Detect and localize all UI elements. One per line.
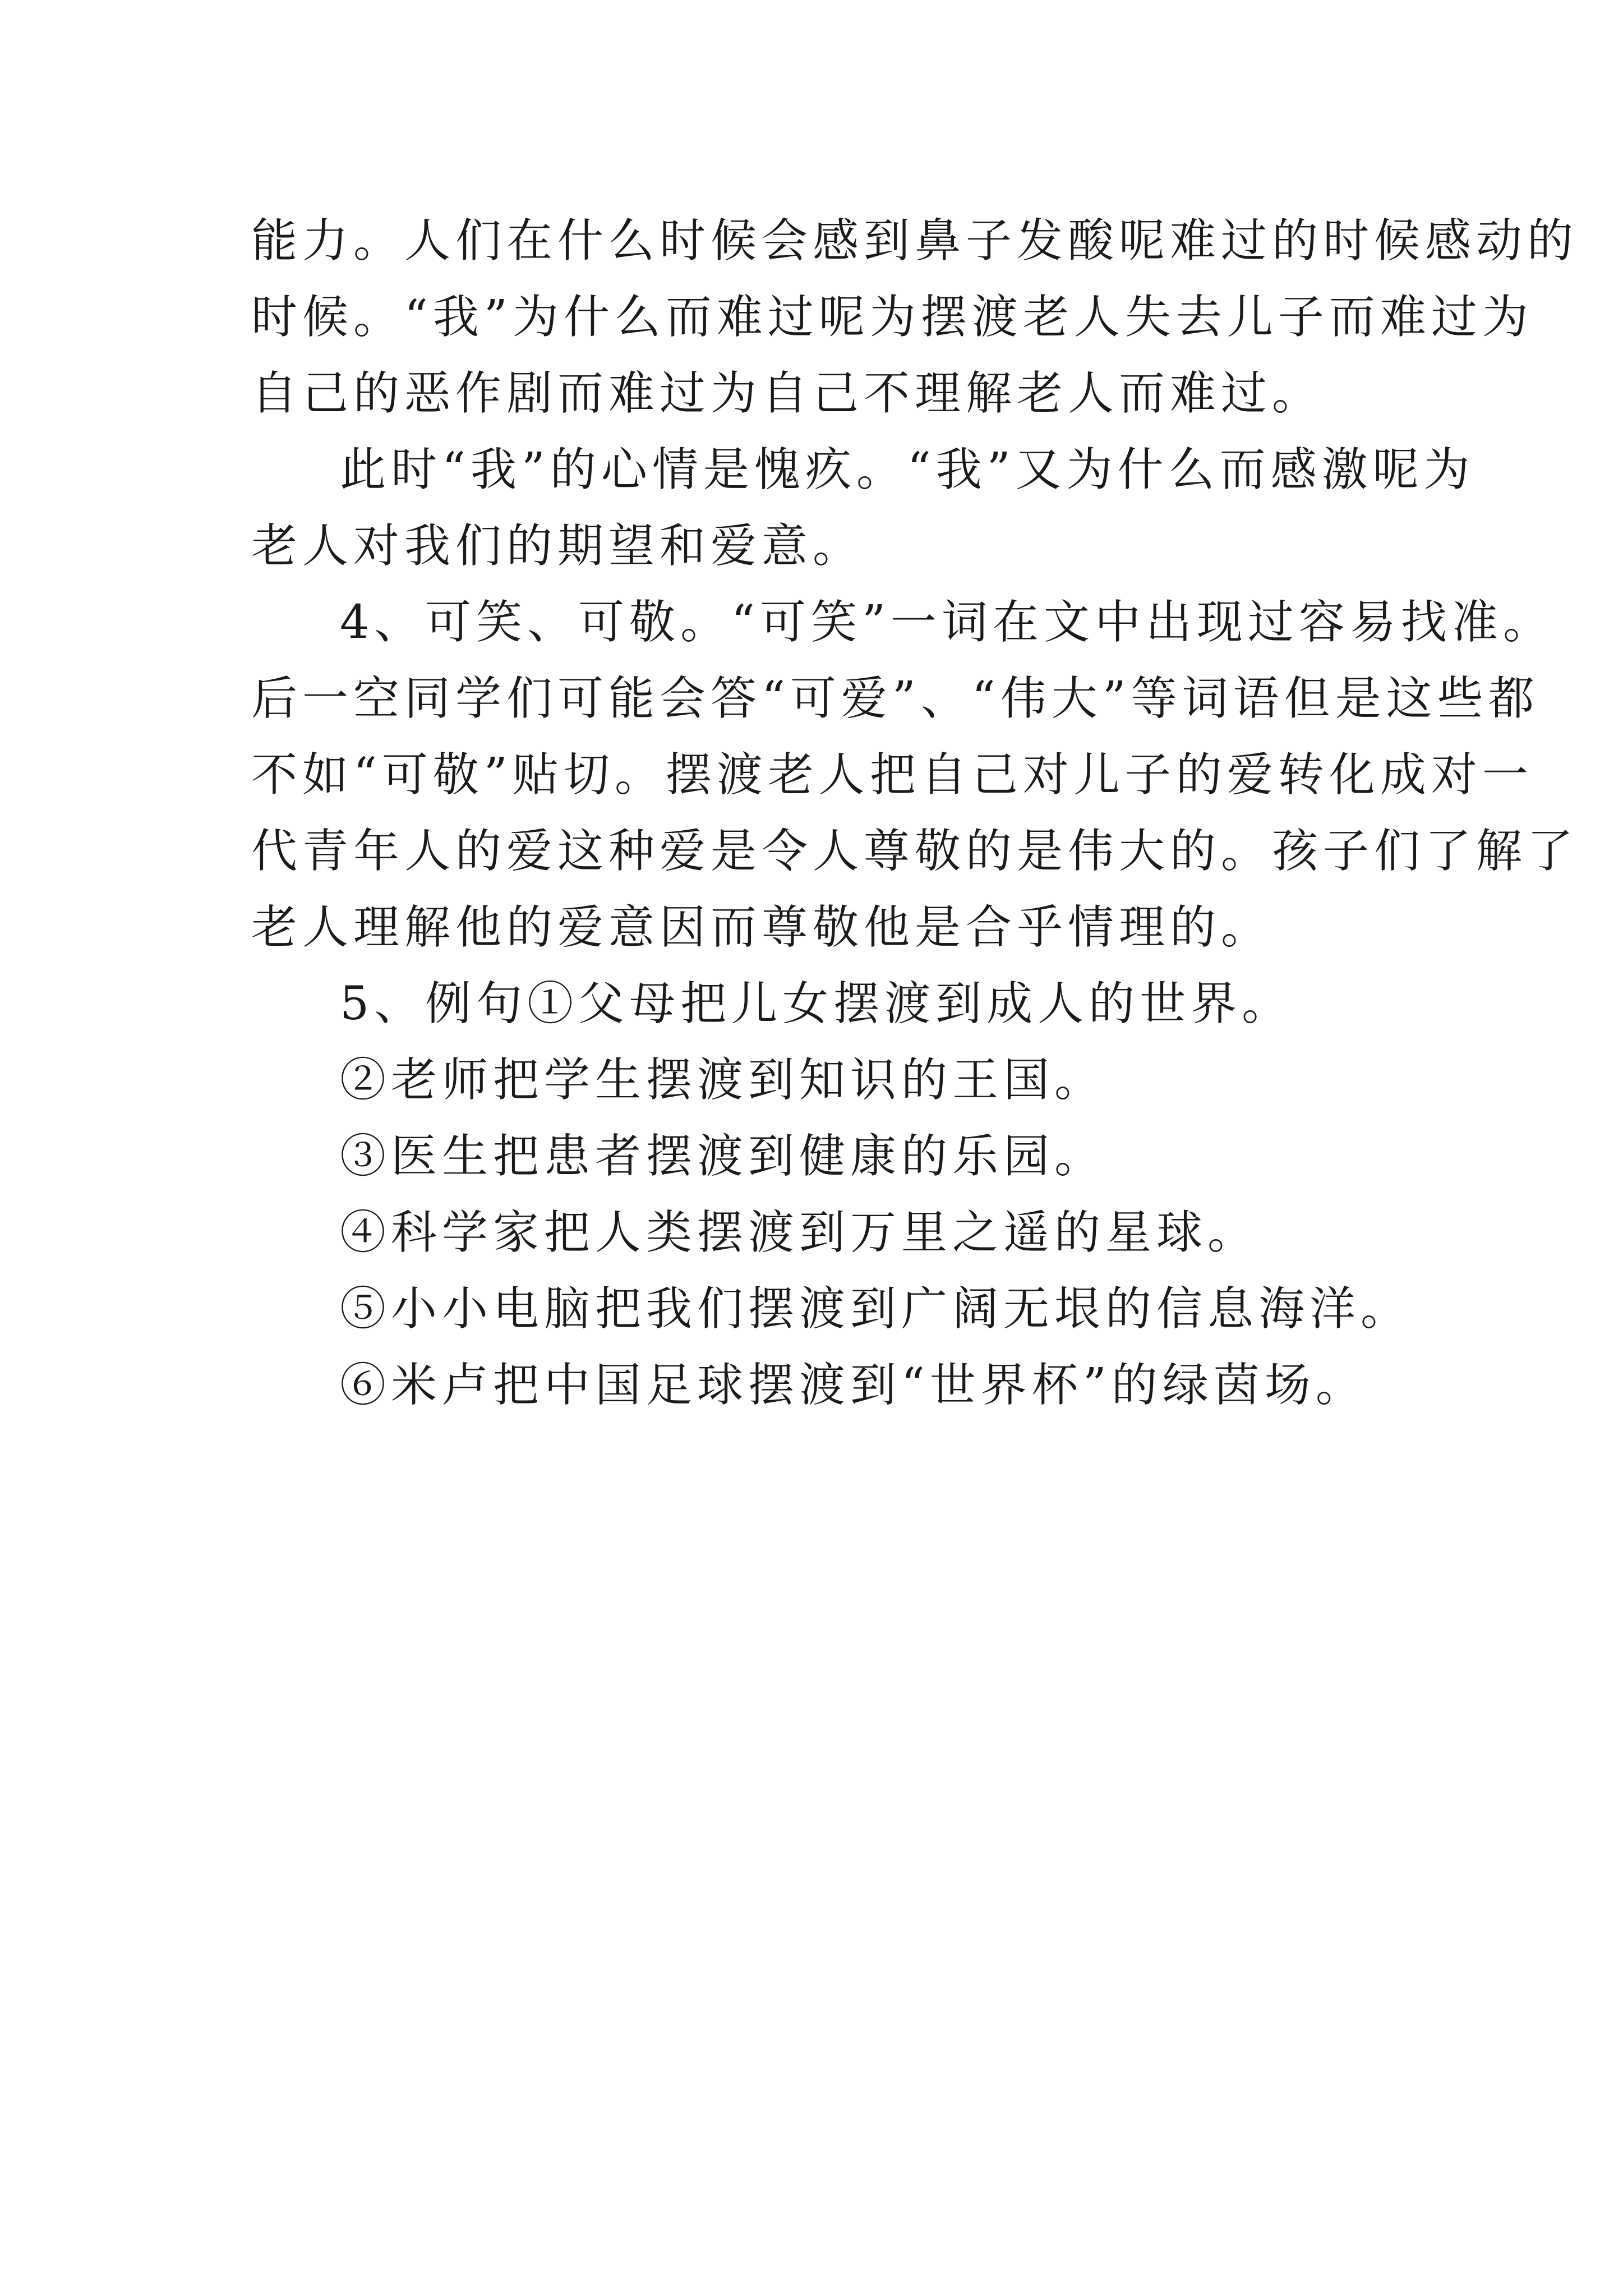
paragraph-line: ⑤小小电脑把我们摆渡到广阔无垠的信息海洋。 (340, 1282, 1412, 1336)
paragraph-line: 老人对我们的期望和爱意。 (251, 519, 864, 573)
paragraph-line: ②老师把学生摆渡到知识的王国。 (340, 1053, 1106, 1107)
paragraph-line: ⑥米卢把中国足球摆渡到“世界杯”的绿茵场。 (340, 1359, 1367, 1412)
paragraph-line: 4、可笑、可敬。“可笑”一词在文中出现过容易找准。 (340, 596, 1555, 649)
paragraph-line: 能力。人们在什么时候会感到鼻子发酸呢难过的时候感动的 (251, 214, 1579, 268)
paragraph-line: 自己的恶作剧而难过为自己不理解老人而难过。 (251, 367, 1324, 420)
paragraph-line: 时候。“我”为什么而难过呢为摆渡老人失去儿子而难过为 (251, 291, 1533, 344)
paragraph-line: 代青年人的爱这种爱是令人尊敬的是伟大的。孩子们了解了 (251, 825, 1579, 878)
paragraph-line: 此时“我”的心情是愧疚。“我”又为什么而感激呢为 (340, 443, 1475, 496)
paragraph-line: 5、例句①父母把儿女摆渡到成人的世界。 (340, 977, 1293, 1030)
paragraph-line: 不如“可敬”贴切。摆渡老人把自己对儿子的爱转化成对一 (251, 748, 1533, 802)
paragraph-line: 后一空同学们可能会答“可爱”、“伟大”等词语但是这些都 (251, 672, 1539, 725)
paragraph-line: ③医生把患者摆渡到健康的乐园。 (340, 1130, 1106, 1183)
paragraph-line: 老人理解他的爱意因而尊敬他是合乎情理的。 (251, 901, 1272, 954)
paragraph-line: ④科学家把人类摆渡到万里之遥的星球。 (340, 1206, 1259, 1259)
